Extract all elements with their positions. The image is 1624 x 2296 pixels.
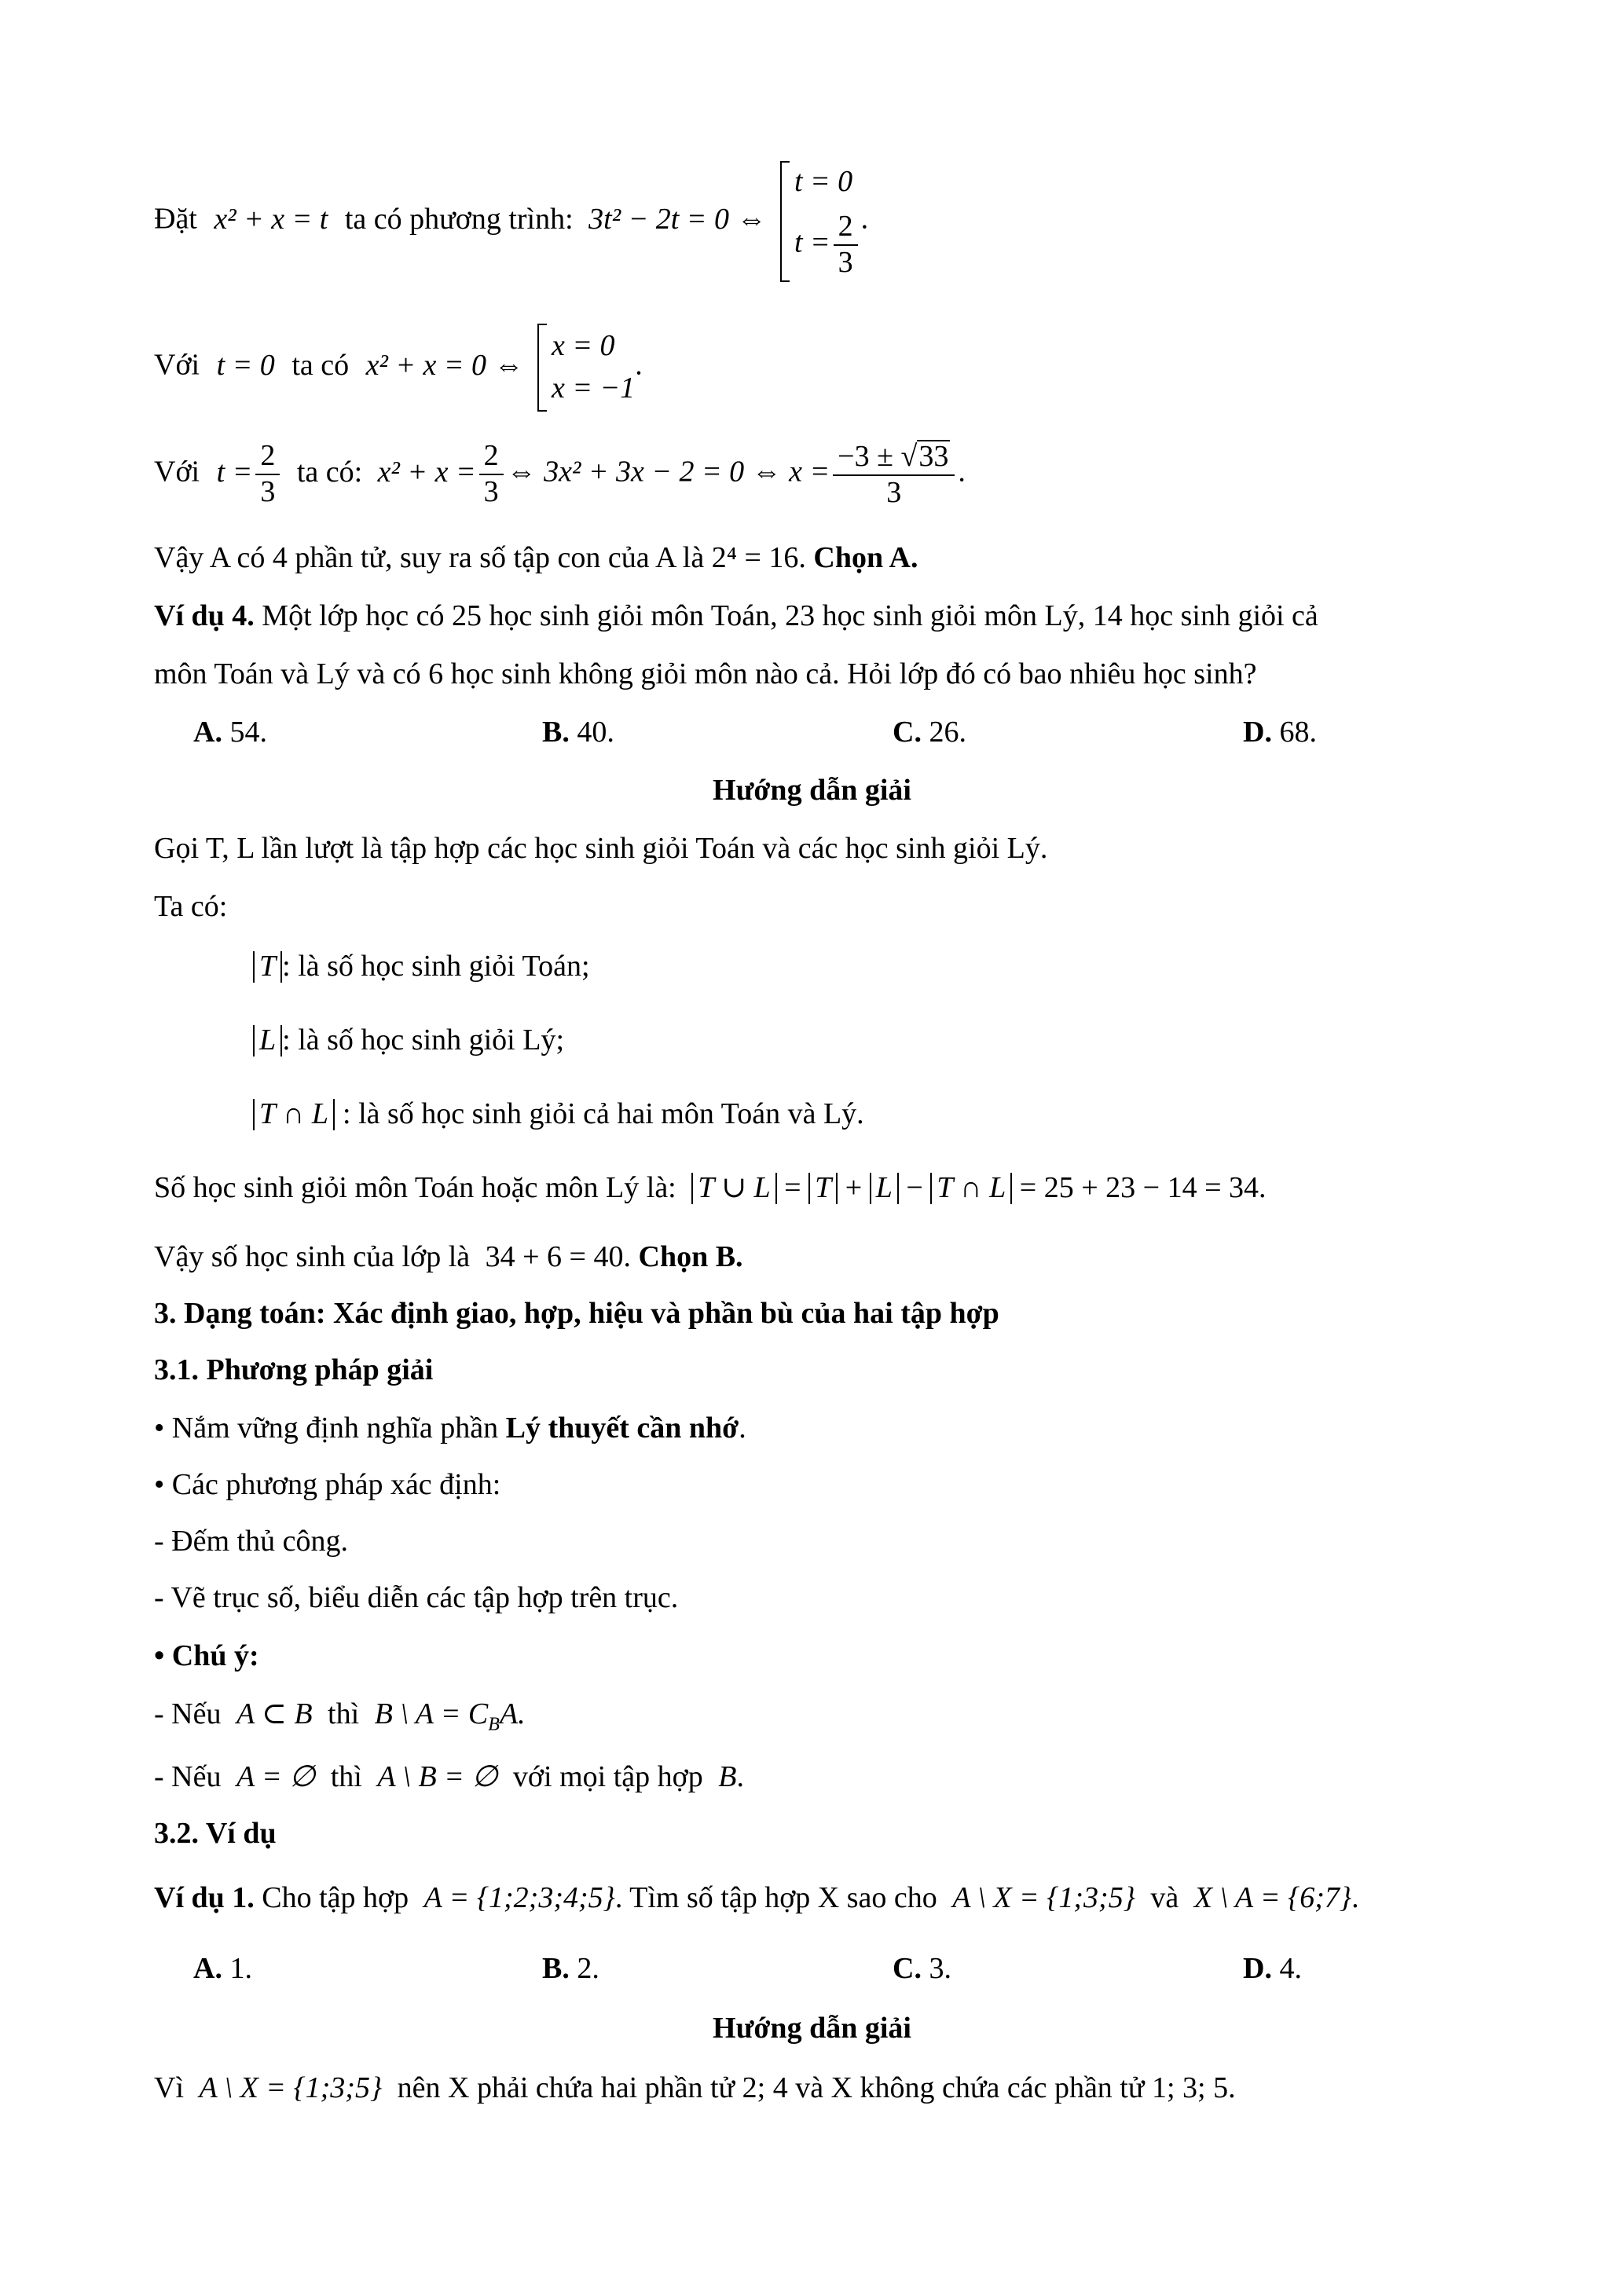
final-line: Vậy số học sinh của lớp là 34 + 6 = 40. Chọn B.	[154, 1240, 743, 1273]
answer-choice: Chọn B.	[638, 1240, 743, 1273]
definition-line: T ∩ L : là số học sinh giỏi cả hai môn Toán và Lý.	[253, 1097, 864, 1133]
guide-title: Hướng dẫn giải	[713, 774, 911, 807]
text: ta có phương trình:	[344, 202, 574, 236]
dash-line: - Vẽ trục số, biểu diễn các tập hợp trên trục.	[154, 1581, 679, 1614]
note-line: - Nếu A = ∅ thì A \ B = ∅ với mọi tập hợp B.	[154, 1760, 744, 1793]
fraction: $\frac{2}{3}$	[255, 441, 280, 508]
example-label: Ví dụ 4.	[154, 599, 255, 632]
text: Đặt	[154, 202, 197, 236]
fraction: $\frac{-3 \pm √33}{3}$	[833, 440, 955, 509]
equation: x² + x = t	[214, 202, 328, 236]
example-1-options	[0, 1951, 1624, 1990]
text: Với	[154, 455, 200, 489]
case: t = $\frac{2}{3}$	[794, 211, 861, 279]
option-b: B. 2.	[542, 1952, 599, 1985]
substitution-line: Đặt x² + x = t ta có phương trình: 3t² − 2t = 0 ⇔ t = 0 t = $\frac{2}{3}$ .	[154, 161, 868, 282]
case-bracket	[537, 324, 547, 412]
example-4-question: Ví dụ 4. Một lớp học có 25 học sinh giỏi môn Toán, 23 học sinh giỏi môn Lý, 14 học sinh giỏi cả	[154, 599, 1318, 632]
case: x = 0	[552, 329, 615, 363]
fraction: $\frac{2}{3}$	[479, 441, 504, 508]
solution-line: Ta có:	[154, 890, 228, 923]
equation: 3t² − 2t = 0 ⇔	[588, 202, 767, 236]
option-c: C. 26.	[893, 716, 966, 749]
text: ta có:	[296, 455, 363, 489]
definition-line: L : là số học sinh giỏi Lý;	[253, 1023, 564, 1059]
bullet-line: • Nắm vững định nghĩa phần Lý thuyết cần nhớ.	[154, 1412, 746, 1445]
fraction: $\frac{2}{3}$	[834, 211, 858, 279]
case-bracket	[780, 161, 790, 282]
case: x = −1	[552, 372, 636, 405]
subsection-title: 3.2. Ví dụ	[154, 1817, 277, 1850]
example-1-question: Ví dụ 1. Cho tập hợp A = {1;2;3;4;5}. Tìm số tập hợp X sao cho A \ X = {1;3;5} và X \ A = {6;7}.	[154, 1881, 1359, 1914]
definition-line: T : là số học sinh giỏi Toán;	[253, 949, 590, 985]
case: t = 0	[794, 165, 853, 199]
example-label: Ví dụ 1.	[154, 1881, 255, 1914]
option-d: D. 68.	[1243, 716, 1317, 749]
option-c: C. 3.	[893, 1952, 951, 1985]
dash-line: - Đếm thủ công.	[154, 1525, 348, 1558]
option-d: D. 4.	[1243, 1952, 1302, 1985]
text: ta có	[291, 348, 350, 382]
equation: x² + x = 0 ⇔	[365, 348, 524, 382]
solution-line: Gọi T, L lần lượt là tập hợp các học sinh giỏi Toán và các học sinh giỏi Lý.	[154, 832, 1048, 865]
note-line: - Nếu A ⊂ B thì B \ $A = C_BA$.	[154, 1697, 526, 1735]
subsection-title: 3.1. Phương pháp giải	[154, 1353, 434, 1386]
guide-title: Hướng dẫn giải	[713, 2012, 911, 2045]
answer-choice: Chọn A.	[813, 541, 918, 574]
case-list	[794, 164, 861, 278]
case-t0-line: Với t = 0 ta có x² + x = 0 ⇔ x = 0 x = −1 .	[154, 324, 643, 412]
case-list	[552, 328, 635, 406]
case-t23-line: Với t = $\frac{2}{3}$ ta có: x² + x = $\frac{2}{3}$ ⇔ 3x² + 3x − 2 = 0 ⇔ x = $\frac{-3 \pm √33}{3}$ .	[154, 439, 966, 509]
conclusion-line: Vậy A có 4 phần tử, suy ra số tập con của A là 2⁴ = 16. Chọn A.	[154, 541, 918, 574]
example-4-options	[0, 715, 1624, 754]
option-b: B. 40.	[542, 716, 614, 749]
union-line: Số học sinh giỏi môn Toán hoặc môn Lý là: T ∪ L = T + L − T ∩ L = 25 + 23 − 14 = 34.	[154, 1171, 1267, 1204]
section-title: 3. Dạng toán: Xác định giao, hợp, hiệu và phần bù của hai tập hợp	[154, 1297, 999, 1330]
option-a: A. 1.	[193, 1952, 252, 1985]
option-a: A. 54.	[193, 716, 267, 749]
example-4-question-cont: môn Toán và Lý và có 6 học sinh không giỏi môn nào cả. Hỏi lớp đó có bao nhiêu học sinh?	[154, 657, 1257, 690]
note-title: • Chú ý:	[154, 1639, 259, 1672]
text: Với	[154, 348, 200, 382]
equation: t = 0	[216, 348, 275, 382]
solution-line: Vì A \ X = {1;3;5} nên X phải chứa hai phần tử 2; 4 và X không chứa các phần tử 1; 3; 5.	[154, 2071, 1236, 2104]
bullet-line: • Các phương pháp xác định:	[154, 1468, 501, 1501]
